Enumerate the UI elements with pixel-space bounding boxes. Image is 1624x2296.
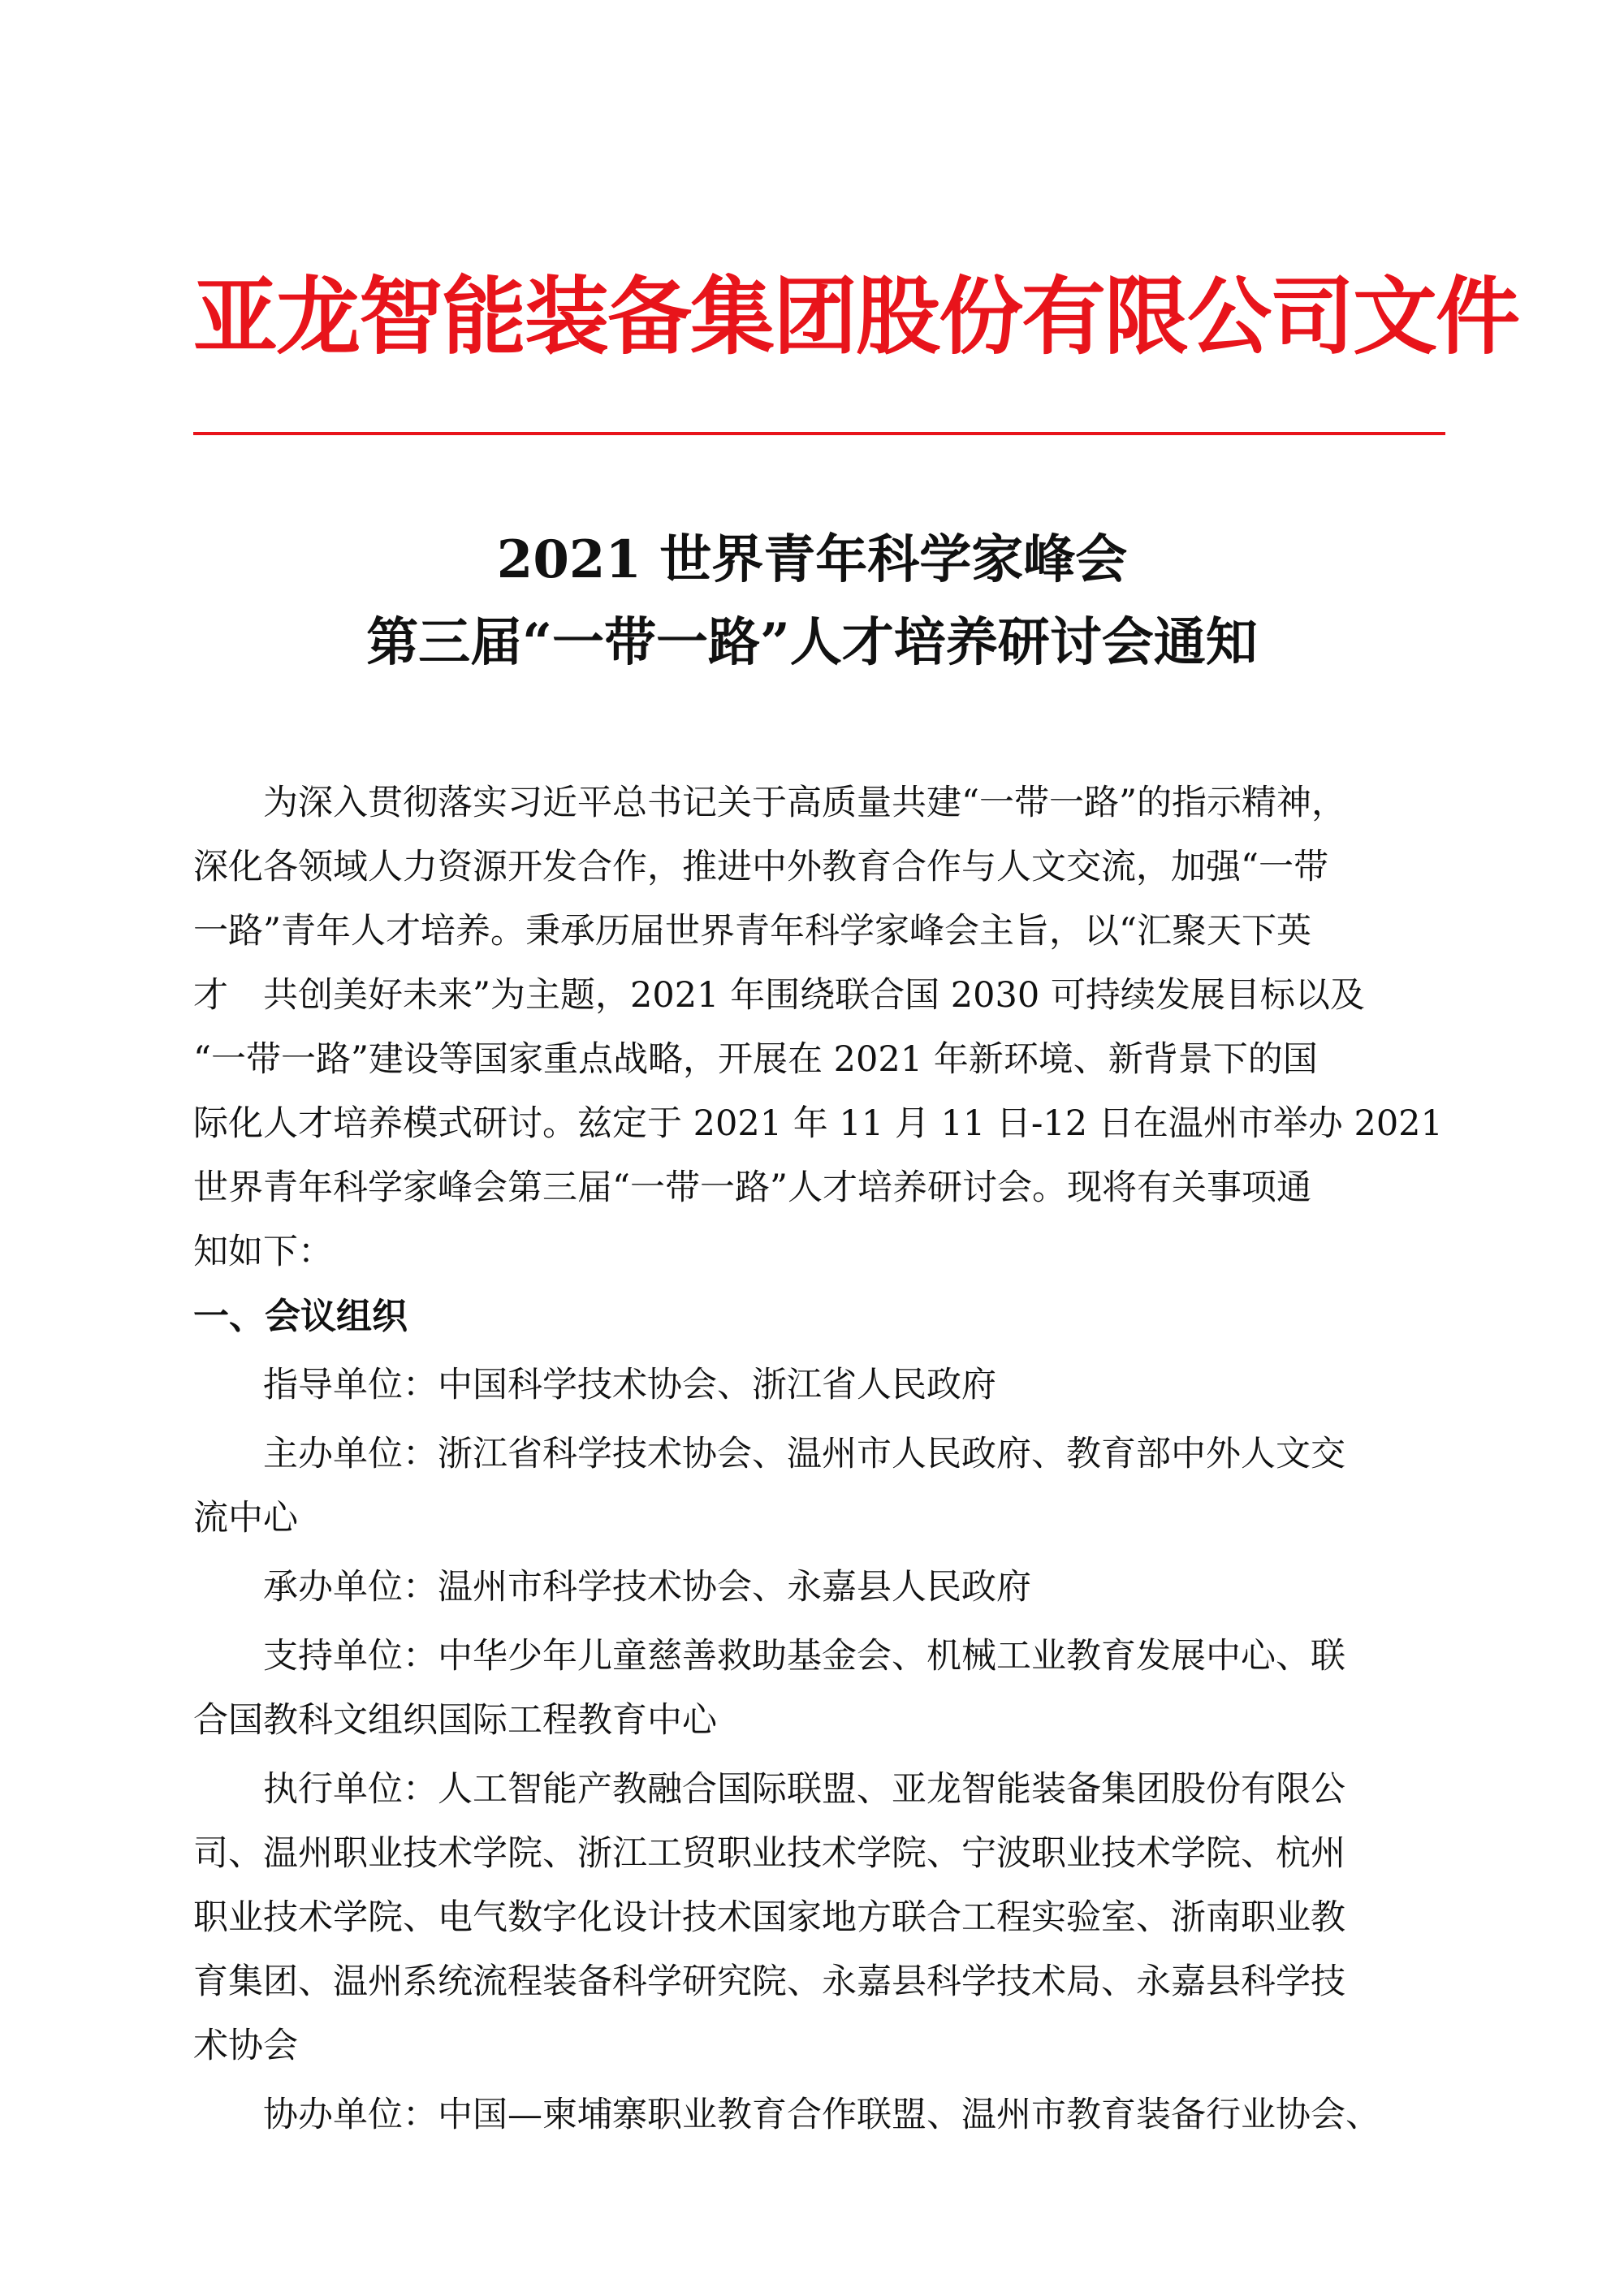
notice-title-line-2: 第三届“一带一路”人才培养研讨会通知: [366, 612, 1258, 673]
text-line: 司、温州职业技术学院、浙江工贸职业技术学院、宁波职业技术学院、杭州: [193, 1833, 1345, 1874]
text-line: 承办单位：温州市科学技术协会、永嘉县人民政府: [263, 1567, 1031, 1608]
document-body: [193, 771, 1445, 2147]
co-organizer-unit-paragraph: [193, 2083, 1445, 2147]
text-line: 育集团、温州系统流程装备科学研究院、永嘉县科学技术局、永嘉县科学技: [193, 1962, 1345, 2002]
text-line: 流中心: [193, 1498, 298, 1539]
text-line: 职业技术学院、电气数字化设计技术国家地方联合工程实验室、浙南职业教: [193, 1897, 1345, 1938]
executive-unit-paragraph: [193, 1758, 1445, 2078]
text-line: 知如下：: [193, 1232, 333, 1272]
guidance-unit-paragraph: [193, 1353, 1445, 1418]
text-line: 执行单位：人工智能产教融合国际联盟、亚龙智能装备集团股份有限公: [263, 1769, 1345, 1810]
letterhead-title: 亚龙智能装备集团股份有限公司文件: [193, 267, 1519, 366]
text-line: 为深入贯彻落实习近平总书记关于高质量共建“一带一路”的指示精神，: [263, 783, 1346, 823]
text-line: 世界青年科学家峰会第三届“一带一路”人才培养研讨会。现将有关事项通: [193, 1167, 1311, 1208]
red-divider-rule: [193, 432, 1445, 435]
text-line: 才 共创美好未来”为主题，2021 年围绕联合国 2030 可持续发展目标以及: [193, 975, 1365, 1016]
text-line: 术协会: [193, 2026, 298, 2066]
section-heading-meeting-organization: 一、会议组织: [193, 1296, 408, 1337]
text-line: 支持单位：中华少年儿童慈善救助基金会、机械工业教育发展中心、联: [263, 1636, 1345, 1677]
text-line: 协办单位：中国—柬埔寨职业教育合作联盟、温州市教育装备行业协会、: [263, 2095, 1380, 2135]
text-line: 际化人才培养模式研讨。兹定于 2021 年 11 月 11 日-12 日在温州市举办 2021: [193, 1103, 1443, 1144]
support-unit-paragraph: [193, 1625, 1445, 1753]
text-line: 深化各领域人力资源开发合作，推进中外教育合作与人文交流，加强“一带: [193, 847, 1328, 887]
notice-title-line-1: 2021 世界青年科学家峰会: [496, 529, 1128, 590]
text-line: 合国教科文组织国际工程教育中心: [193, 1700, 717, 1741]
intro-paragraph: [193, 771, 1445, 1284]
text-line: “一带一路”建设等国家重点战略，开展在 2021 年新环境、新背景下的国: [193, 1039, 1318, 1080]
text-line: 主办单位：浙江省科学技术协会、温州市人民政府、教育部中外人文交: [263, 1434, 1345, 1474]
organizer-unit-paragraph: [193, 1556, 1445, 1620]
text-line: 一路”青年人才培养。秉承历届世界青年科学家峰会主旨，以“汇聚天下英: [193, 911, 1311, 952]
text-line: 指导单位：中国科学技术协会、浙江省人民政府: [263, 1365, 996, 1405]
host-unit-paragraph: [193, 1422, 1445, 1551]
